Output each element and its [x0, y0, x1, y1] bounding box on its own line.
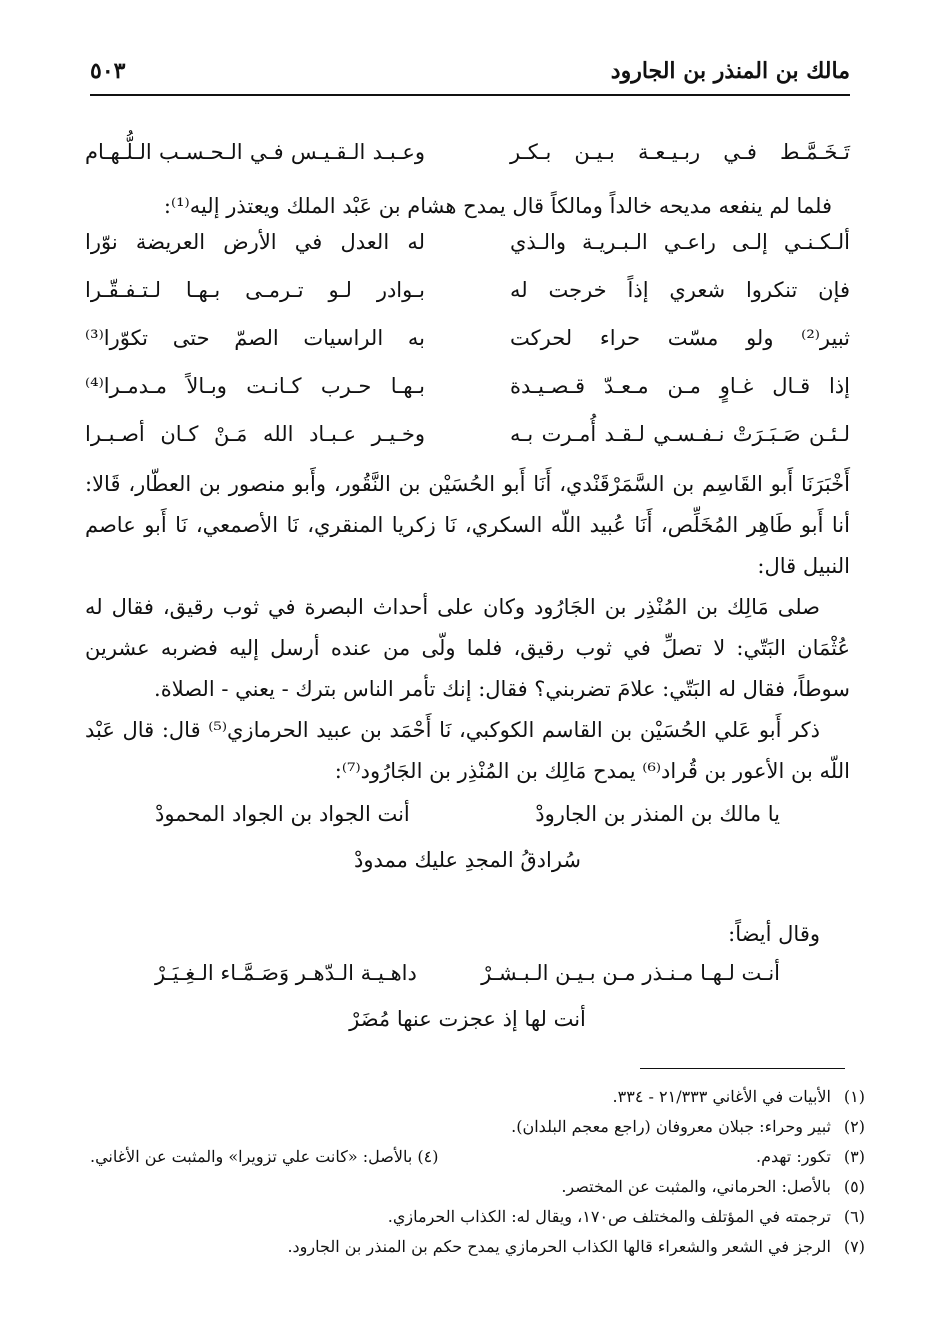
footnote-text: تكور: تهدم. [756, 1147, 831, 1166]
narrative-paragraph: صلى مَالِك بن المُنْذِر بن الجَارُود وكان على أحداث البصرة في ثوب رقيق، فقال له عُثْمَان البَتّي: لا تصلِّ في ثوب رقيق، فلما ولّى من عنده أرسل إليه فضربه عشرين سوطاً، فقال له البَتّي: علامَ تضربني؟ فقال: إنك تأمر الناس بترك - يعني - الصلاة. [85, 595, 850, 701]
rajaz-line [85, 961, 850, 1007]
verse-second-hemistich: وعـبـد الـقـيـس فـي الـحـسـب الـلُّـهـام [85, 140, 425, 164]
running-title: مالك بن المنذر بن الجارود [610, 58, 850, 84]
verse-second-hemistich: له العدل في الأرض العريضة نوّرا [85, 230, 425, 254]
footnote-number: (٦) [843, 1207, 865, 1226]
footnote-side: (٤) بالأصل: «كانت علي تزويرا» والمثبت عن الأغاني. [90, 1147, 439, 1166]
transition-paragraph: وقال أيضاً: [728, 922, 820, 946]
footnote-text: ترجمته في المؤتلف والمختلف ص١٧٠، ويقال له: الكذاب الحرمازي. [387, 1207, 831, 1226]
footnote-separator [640, 1068, 845, 1069]
rajaz-second-hemistich: داهـيـة الـدّهـر وَصَـمَّـاء الـغِـيَـرْ [155, 961, 417, 985]
footnote [90, 1202, 865, 1232]
verse-second-hemistich: وخـيـر عـبـاد الله مَـنْ كـان أصـبـرا [85, 422, 425, 446]
page-header [90, 58, 850, 98]
footnote-text: الرجز في الشعر والشعراء قالها الكذاب الحرمازي يمدح حكم بن المنذر بن الجارود. [287, 1237, 831, 1256]
verse-line [85, 374, 850, 422]
verse-line [85, 140, 850, 188]
footnote-number: (١) [843, 1087, 865, 1106]
verse-line [85, 278, 850, 326]
isnad-paragraph: أَخْبَرَنَا أَبو القَاسِم بن السَّمَرْقَنْدي، أَنَا أَبو الحُسَيْن بن النَّقُور، وأَبو منصور بن العطّار، قَالا: أنا أَبو طَاهِر المُخَلِّص، أَنَا عُبيد اللّه السكري، نَا زكريا المنقري، نَا الأصمعي، نَا أَبو عاصم النبيل قال: [85, 472, 850, 578]
verse-second-hemistich: بـهـا حـرب كـانـت وبـالاً مـدمـرا⁽⁴⁾ [85, 374, 425, 398]
footnote-number: (٢) [843, 1117, 865, 1136]
page-number: ٥٠٣ [90, 58, 126, 84]
intro-paragraph: فلما لم ينفعه مديحه خالداً ومالكاً قال يمدح هشام بن عَبْد الملك ويعتذر إليه⁽¹⁾: [163, 194, 832, 218]
rajaz-line: سُرادقُ المجدِ عليك ممدودْ [353, 848, 582, 872]
verse-first-hemistich: ثبير⁽²⁾ ولو مسّت حراء لحركت [510, 326, 850, 350]
header-rule [90, 94, 850, 96]
verse-line [85, 422, 850, 464]
main-text [85, 140, 850, 1053]
verse-first-hemistich: تَـخَـمَّـط فـي ربـيـعـة بـيـن بـكـر [510, 140, 850, 164]
rajaz-line [85, 802, 850, 848]
rajaz-line: أنت لها إذ عجزت عنها مُضَرْ [349, 1007, 586, 1031]
footnote-text: بالأصل: الحرماني، والمثبت عن المختصر. [561, 1177, 831, 1196]
footnote [90, 1112, 865, 1142]
footnote-number: (٥) [843, 1177, 865, 1196]
footnote [90, 1142, 865, 1172]
verse-line [85, 230, 850, 278]
rajaz-first-hemistich: أنـت لـهـا مـنـذر مـن بـيـن الـبـشـرْ [481, 961, 780, 985]
verse-first-hemistich: فإن تنكروا شعري إذاً خرجت له [510, 278, 850, 302]
verse-first-hemistich: لـئـن صَـبَـرَتْ نـفـسـي لـقـد أُمـرت بـه [510, 422, 850, 446]
verse-first-hemistich: ألـكـنـي إلـى راعـي الـبـريـة والـذي [510, 230, 850, 254]
verse-line [85, 326, 850, 374]
footnote-number: (٣) [843, 1147, 865, 1166]
rajaz-second-hemistich: أنت الجواد بن الجواد المحمودْ [155, 802, 410, 826]
footnote [90, 1172, 865, 1202]
rajaz-first-hemistich: يا مالك بن المنذر بن الجارودْ [535, 802, 780, 826]
footnote [90, 1232, 865, 1262]
footnote-number: (٧) [843, 1237, 865, 1256]
footnote-text: ثبير وحراء: جبلان معروفان (راجع معجم البلدان). [511, 1117, 831, 1136]
verse-first-hemistich: إذا قـال غـاوٍ مـن مـعـدّ قـصـيـدة [510, 374, 850, 398]
footnote-text: الأبيات في الأغاني ٢١/٣٣٣ - ٣٣٤. [612, 1087, 831, 1106]
footnote [90, 1082, 865, 1112]
attribution-paragraph: ذكر أَبو عَلي الحُسَيْن بن القاسم الكوكبي، نَا أَحْمَد بن عبيد الحرمازي⁽⁵⁾ قال: قال عَبْد اللّه بن الأعور بن قُراد⁽⁶⁾ يمدح مَالِك بن المُنْذِر بن الجَارُود⁽⁷⁾: [85, 718, 850, 783]
verse-second-hemistich: بـوادر لـو تـرمـى بـهـا لـتـفـقّـرا [85, 278, 425, 302]
footnotes [90, 1082, 865, 1262]
verse-second-hemistich: به الراسيات الصمّ حتى تكوّرا⁽³⁾ [85, 326, 425, 350]
